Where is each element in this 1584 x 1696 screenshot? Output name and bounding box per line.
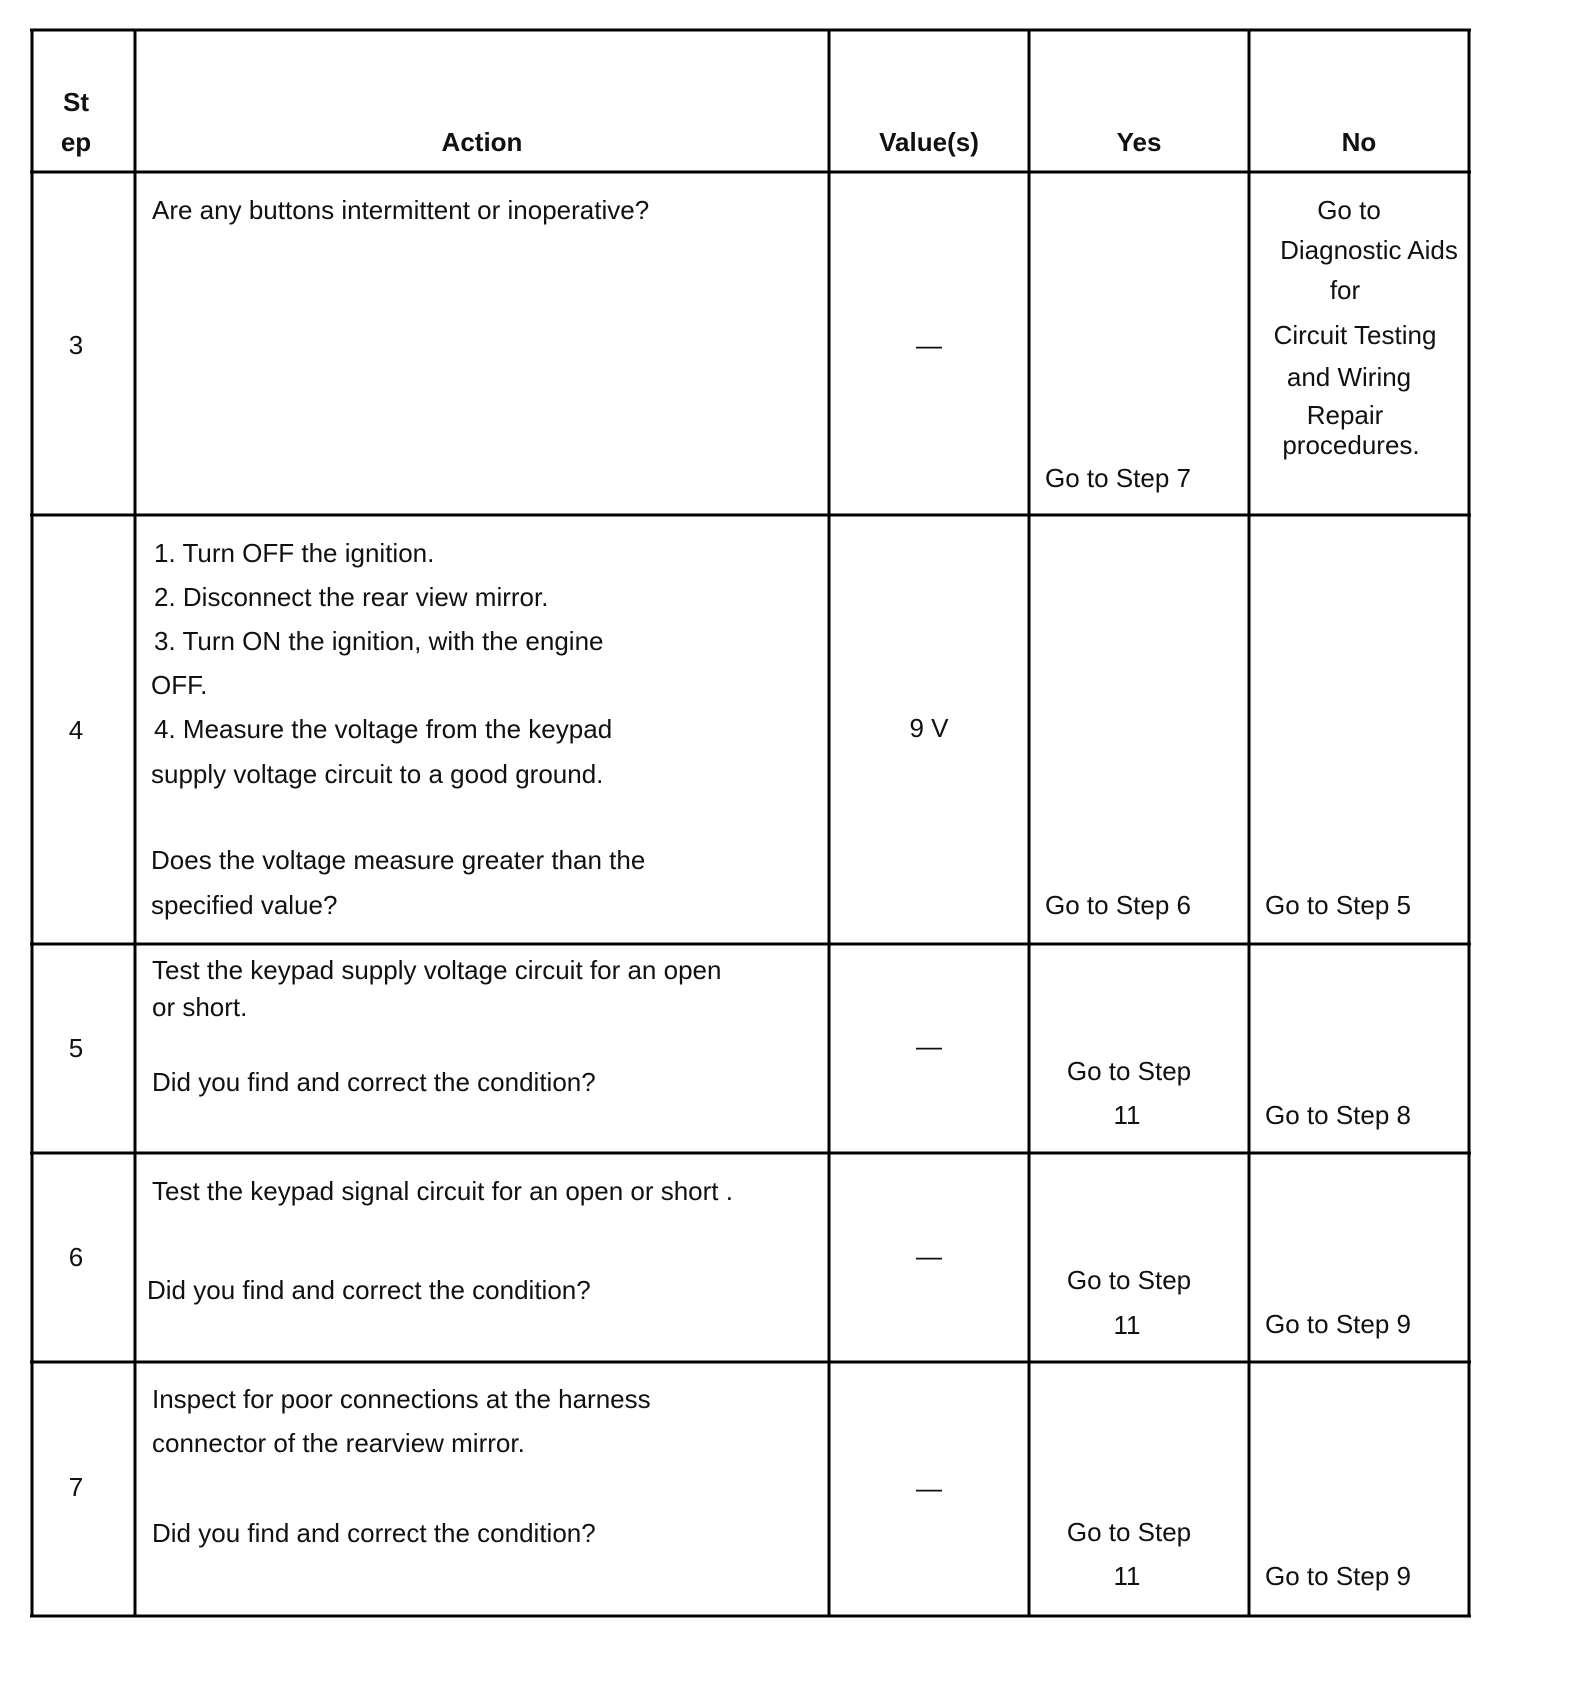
step-number: 5	[68, 1033, 84, 1063]
no-line: for	[1329, 275, 1361, 305]
header-action: Action	[441, 127, 523, 157]
header-values: Value(s)	[879, 127, 979, 157]
yes-link-number[interactable]: 11	[1113, 1561, 1141, 1591]
value-cell: —	[916, 330, 942, 360]
header-yes: Yes	[1116, 127, 1162, 157]
action-line: or short.	[152, 992, 248, 1022]
action-line: 4. Measure the voltage from the keypad	[154, 714, 613, 744]
action-line: Does the voltage measure greater than the	[151, 845, 646, 875]
value-cell: —	[916, 1241, 942, 1271]
value-cell: —	[916, 1473, 942, 1503]
value-cell: 9 V	[909, 713, 949, 743]
action-line: OFF.	[151, 670, 208, 700]
no-link[interactable]: Go to Step 5	[1265, 890, 1411, 920]
yes-link[interactable]: Go to Step	[1066, 1056, 1192, 1086]
no-link[interactable]: Go to Step 8	[1265, 1100, 1411, 1130]
action-line: Test the keypad signal circuit for an open or short .	[152, 1176, 733, 1206]
step-number: 6	[68, 1242, 84, 1272]
no-line: and Wiring	[1286, 362, 1412, 392]
no-link-circuit-testing[interactable]: Circuit Testing	[1273, 320, 1437, 350]
action-line: Test the keypad supply voltage circuit for an open	[152, 955, 722, 985]
yes-link[interactable]: Go to Step	[1066, 1517, 1192, 1547]
no-link[interactable]: Go to Step 9	[1265, 1309, 1411, 1339]
header-step-line2: ep	[60, 127, 92, 157]
action-line: connector of the rearview mirror.	[152, 1428, 525, 1458]
action-line: Did you find and correct the condition?	[152, 1518, 596, 1548]
yes-link[interactable]: Go to Step 7	[1045, 463, 1191, 493]
no-line: Repair	[1306, 400, 1384, 430]
action-line: Did you find and correct the condition?	[147, 1275, 591, 1305]
no-line: procedures.	[1282, 430, 1420, 460]
action-line: supply voltage circuit to a good ground.	[151, 759, 604, 789]
step-number: 4	[68, 715, 84, 745]
yes-link-number[interactable]: 11	[1113, 1310, 1141, 1340]
action-line: 3. Turn ON the ignition, with the engine	[154, 626, 604, 656]
action-line: specified value?	[151, 890, 338, 920]
action-line: Inspect for poor connections at the harness	[152, 1384, 651, 1414]
no-line: Go to	[1317, 195, 1381, 225]
yes-link[interactable]: Go to Step 6	[1045, 890, 1191, 920]
action-line: 2. Disconnect the rear view mirror.	[154, 582, 549, 612]
yes-link-number[interactable]: 11	[1113, 1100, 1141, 1130]
step-number: 3	[68, 330, 84, 360]
step-number: 7	[68, 1472, 84, 1502]
action-line: Did you find and correct the condition?	[152, 1067, 596, 1097]
action-line: 1. Turn OFF the ignition.	[154, 538, 435, 568]
header-step-line1: St	[63, 87, 89, 117]
no-link-diagnostic-aids[interactable]: Diagnostic Aids	[1280, 235, 1458, 265]
value-cell: —	[916, 1031, 942, 1061]
no-link[interactable]: Go to Step 9	[1265, 1561, 1411, 1591]
action-line: Are any buttons intermittent or inoperative?	[152, 195, 650, 225]
header-no: No	[1341, 127, 1377, 157]
yes-link[interactable]: Go to Step	[1066, 1265, 1192, 1295]
